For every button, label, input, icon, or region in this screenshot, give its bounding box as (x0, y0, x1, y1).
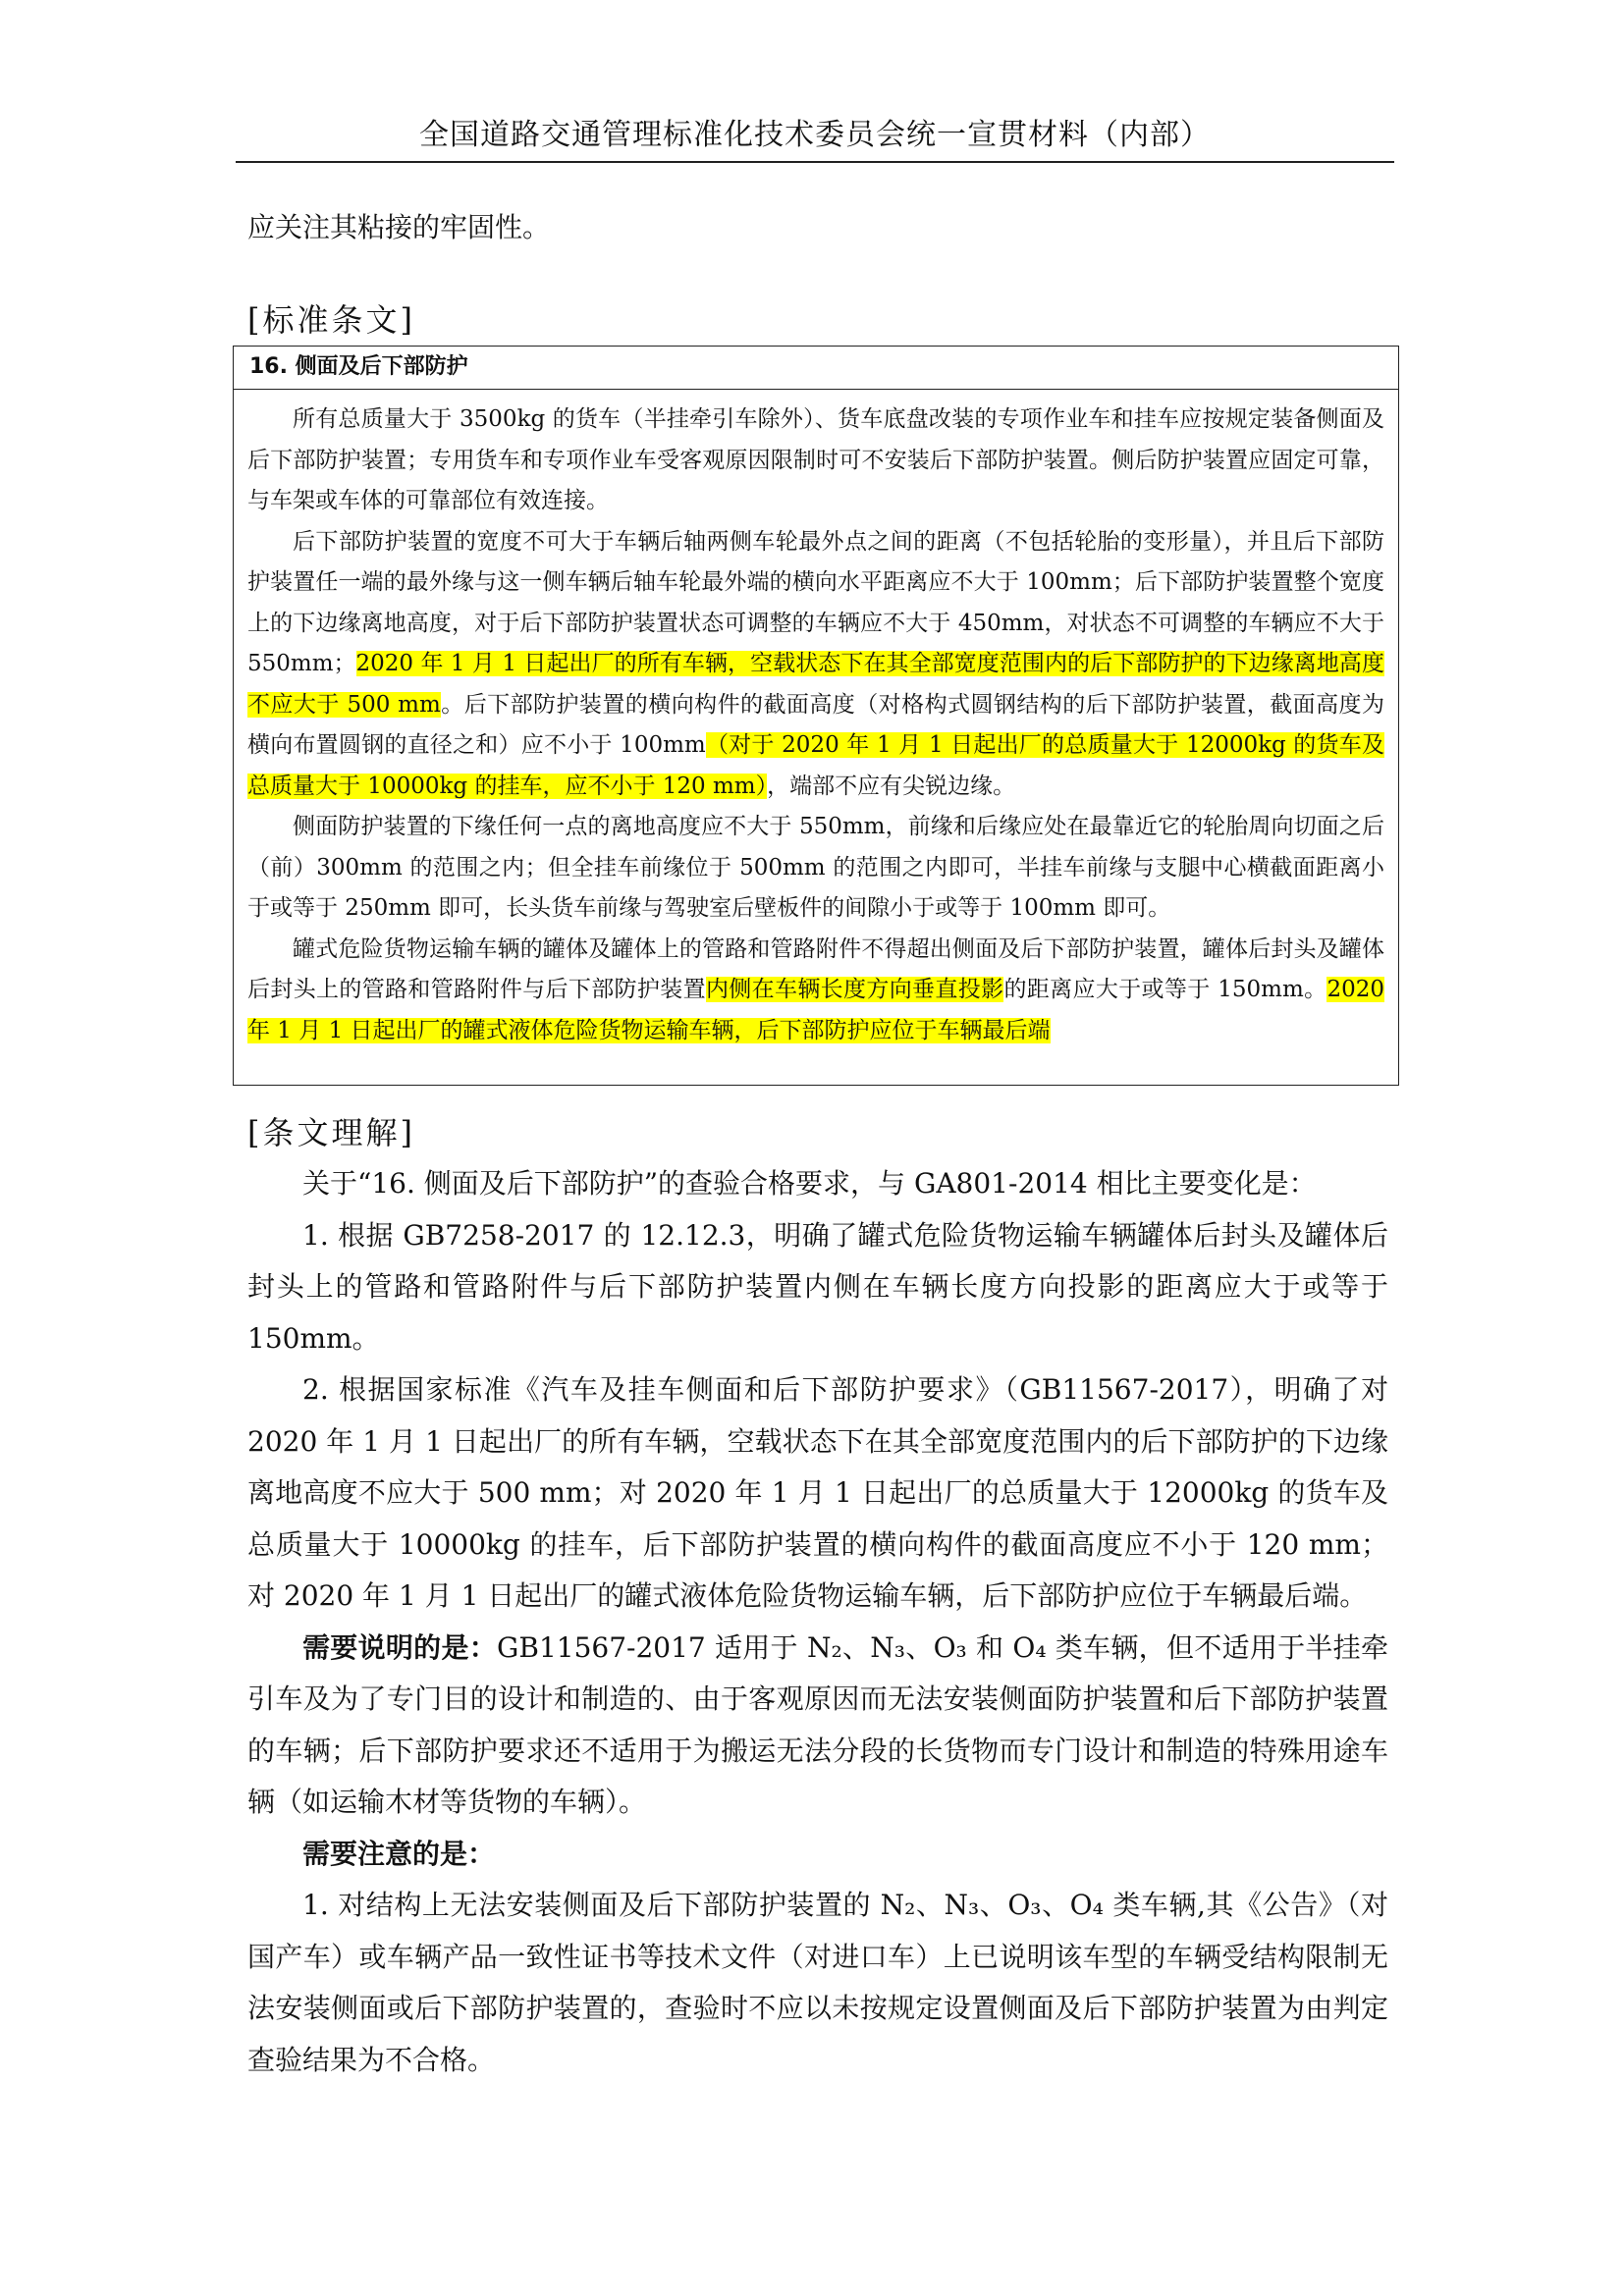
clause-paragraph-1: 所有总质量大于 3500kg 的货车（半挂牵引车除外）、货车底盘改装的专项作业车和挂车应按规定装备侧面及后下部防护装置；专用货车和专项作业车受客观原因限制时可不安装后下部防护装置。侧后防护装置应固定可靠，与车架或车体的可靠部位有效连接。 (247, 406, 1384, 513)
clause-paragraph-2 (247, 522, 1384, 808)
highlight-text: 2020 年 1 月 1 日起出厂的罐式液体危险货物运输车辆，后下部防护应位于车辆最后端 (247, 977, 1384, 1043)
clause-text: 罐式危险货物运输车辆的罐体及罐体上的管路和管路附件不得超出侧面及后下部防护装置，罐体后封头及罐体后封头上的管路和管路附件与后下部防护装置 (247, 935, 1384, 1002)
clause-text: ，端部不应有尖锐边缘。 (767, 773, 1016, 799)
body-paragraph-1: 关于“16. 侧面及后下部防护”的查验合格要求，与 GA801-2014 相比主要变化是： (302, 1167, 1317, 1200)
clause-text: 后下部防护装置的宽度不可大于车辆后轴两侧车轮最外点之间的距离（不包括轮胎的变形量），并且后下部防护装置任一端的最外缘与这一侧车辆后轴车轮最外端的横向水平距离应不大于 100mm；后下部防护装置整个宽度上的下边缘离地高度，对于后下部防护装置状态可调整的车辆应不大于 450mm，对状态不可调整的车辆应不大于 550mm； (247, 528, 1384, 676)
body-paragraph-5 (247, 1829, 1388, 1881)
body-paragraph-6: 1. 对结构上无法安装侧面及后下部防护装置的 N₂、N₃、O₃、O₄ 类车辆,其《公告》（对国产车）或车辆产品一致性证书等技术文件（对进口车）上已说明该车型的车辆受结构限制无法安装侧面或后下部防护装置的，查验时不应以未按规定设置侧面及后下部防护装置为由判定查验结果为不合格。 (247, 1889, 1388, 2076)
highlight-text: 内侧在车辆长度方向垂直投影 (705, 977, 1004, 1002)
clause-text: 的距离应大于或等于 150mm。 (1003, 977, 1327, 1002)
attention-label: 需要注意的是： (302, 1837, 496, 1870)
understanding-body (247, 1158, 1388, 2086)
body-paragraph-3: 2. 根据国家标准《汽车及挂车侧面和后下部防护要求》（GB11567-2017），明确了对 2020 年 1 月 1 日起出厂的所有车辆，空载状态下在其全部宽度范围内的后下部防护的下边缘离地高度不应大于 500 mm；对 2020 年 1 月 1 日起出厂的总质量大于 12000kg 的货车及总质量大于 10000kg 的挂车，后下部防护装置的横向构件的截面高度应不小于 120 mm；对 2020 年 1 月 1 日起出厂的罐式液体危险货物运输车辆，后下部防护应位于车辆最后端。 (247, 1373, 1388, 1612)
highlight-text: 2020 年 1 月 1 日起出厂的所有车辆，空载状态下在其全部宽度范围内的后下部防护的下边缘离地高度不应大于 500 mm (247, 651, 1384, 718)
clause-paragraph-4 (247, 930, 1384, 1052)
section-heading-understanding: [条文理解] (247, 1114, 415, 1151)
section-heading-standard: [标准条文] (247, 301, 415, 339)
body-paragraph-4 (247, 1623, 1388, 1829)
clause-body (234, 390, 1398, 1051)
clause-title: 16. 侧面及后下部防护 (234, 347, 1398, 390)
highlight-text: （对于 2020 年 1 月 1 日起出厂的总质量大于 12000kg 的货车及总质量大于 10000kg 的挂车，应不小于 120 mm） (247, 732, 1384, 799)
clause-paragraph-3: 侧面防护装置的下缘任何一点的离地高度应不大于 550mm，前缘和后缘应处在最靠近它的轮胎周向切面之后（前）300mm 的范围之内；但全挂车前缘位于 500mm 的范围之内即可，半挂车前缘与支腿中心横截面距离小于或等于 250mm 即可，长头货车前缘与驾驶室后壁板件的间隙小于或等于 100mm 即可。 (247, 814, 1384, 921)
body-paragraph-2: 1. 根据 GB7258-2017 的 12.12.3，明确了罐式危险货物运输车辆罐体后封头及罐体后封头上的管路和管路附件与后下部防护装置内侧在车辆长度方向投影的距离应大于或等于 150mm。 (247, 1218, 1388, 1355)
clause-text: 。后下部防护装置的横向构件的截面高度（对格构式圆钢结构的后下部防护装置，截面高度为横向布置圆钢的直径之和）应不小于 100mm (247, 691, 1384, 758)
lead-paragraph: 应关注其粘接的牢固性。 (247, 211, 551, 243)
page-header: 全国道路交通管理标准化技术委员会统一宣贯材料（内部） (236, 114, 1394, 163)
note-label: 需要说明的是： (302, 1630, 498, 1664)
note-text: GB11567-2017 适用于 N₂、N₃、O₃ 和 O₄ 类车辆，但不适用于半挂牵引车及为了专门目的设计和制造的、由于客观原因而无法安装侧面防护装置和后下部防护装置的车辆；后下部防护要求还不适用于为搬运无法分段的长货物而专门设计和制造的特殊用途车辆（如运输木材等货物的车辆）。 (247, 1630, 1388, 1818)
standard-text-box (233, 346, 1399, 1086)
